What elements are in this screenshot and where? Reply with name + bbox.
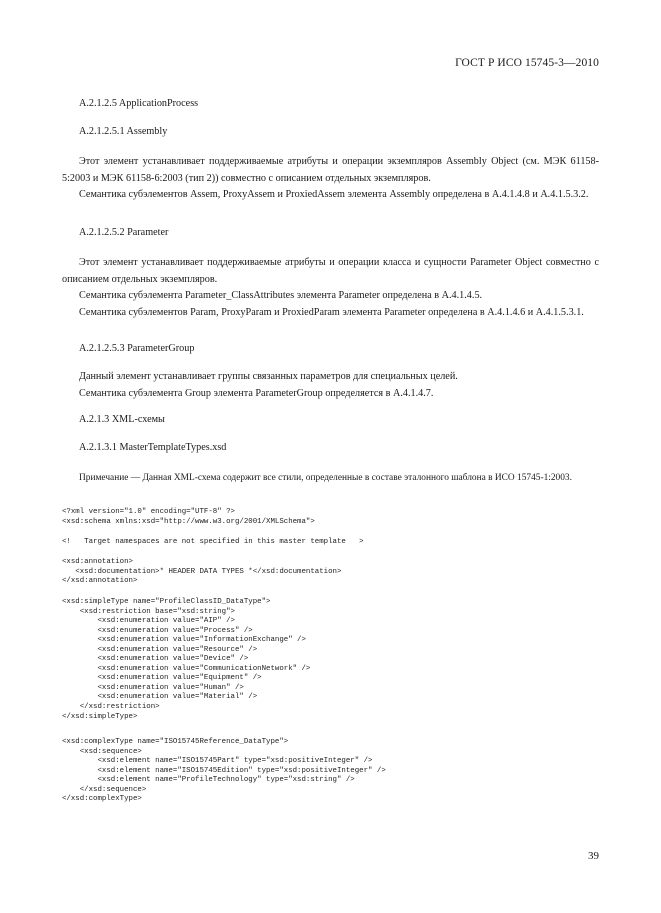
code-annotation: <xsd:annotation> <xsd:documentation>* HEADER DATA TYPES *</xsd:documentation> </xsd:annotation> [62, 558, 342, 586]
code-simple-type: <xsd:simpleType name="ProfileClassID_DataType"> <xsd:restriction base="xsd:string"> <xsd:enumeration value="AIP" /> <xsd:enumeration value="Process" /> <xsd:enumeration value="InformationExchange" /> <xsd:enumeration value="Resource" /> <xsd:enumeration value="Device" /> <xsd:enumeration value="CommunicationNetwork" /> <xsd:enumeration value="Equipment" /> <xsd:enumeration value="Human" /> <xsd:enumeration value="Material" /> </xsd:restriction> </xsd:simpleType> [62, 598, 311, 721]
section-heading-assembly: A.2.1.2.5.1 Assembly [79, 126, 168, 137]
section-heading-application-process: A.2.1.2.5 ApplicationProcess [79, 98, 199, 109]
section-heading-master-template-types: A.2.1.3.1 MasterTemplateTypes.xsd [79, 442, 227, 453]
code-complex-type: <xsd:complexType name="ISO15745Reference_DataType"> <xsd:sequence> <xsd:element name="ISO15745Part" type="xsd:positiveInteger" /> <xsd:element name="ISO15745Edition" type="xsd:positiveInteger" /> <xsd:element name="ProfileTechnology" type="xsd:string" /> </xsd:sequence> </xsd:complexType> [62, 738, 386, 804]
assembly-description [62, 154, 599, 204]
parameter-group-description [62, 369, 599, 402]
paragraph: Семантика субэлементов Assem, ProxyAssem и ProxiedAssem элемента Assembly определена в A.4.1.4.8 и A.4.1.5.3.2. [79, 189, 589, 200]
paragraph: Семантика субэлементов Param, ProxyParam и ProxiedParam элемента Parameter определена в A.4.1.4.6 и A.4.1.5.3.1. [79, 306, 584, 318]
paragraph: Семантика субэлемента Parameter_ClassAttributes элемента Parameter определена в A.4.1.4.5. [79, 290, 483, 301]
section-heading-parameter: A.2.1.2.5.2 Parameter [79, 227, 169, 238]
paragraph: Этот элемент устанавливает поддерживаемые атрибуты и операции экземпляров Assembly Object (см. МЭК 61158-5:2003 и МЭК 61158-6:2003 (тип 2)) совместно с описанием отдельных экземпляров. [62, 156, 599, 184]
section-heading-parameter-group: A.2.1.2.5.3 ParameterGroup [79, 343, 195, 354]
code-xml-declaration: <?xml version="1.0" encoding="UTF-8" ?> <xsd:schema xmlns:xsd="http://www.w3.org/2001/XMLSchema"> [62, 508, 315, 526]
paragraph: Семантика субэлемента Group элемента ParameterGroup определяется в A.4.1.4.7. [79, 387, 434, 399]
page-number: 39 [588, 850, 599, 862]
standard-header: ГОСТ Р ИСО 15745-3—2010 [455, 57, 599, 69]
paragraph: Этот элемент устанавливает поддерживаемые атрибуты и операции класса и сущности Parameter Object совместно с описанием отдельных экземпляров. [62, 257, 599, 285]
code-comment: <! Target namespaces are not specified in this master template > [62, 538, 364, 546]
paragraph: Данный элемент устанавливает группы связанных параметров для специальных целей. [79, 371, 458, 382]
note [62, 470, 599, 486]
parameter-description [62, 255, 599, 321]
section-heading-xml-schemas: A.2.1.3 XML-схемы [79, 414, 165, 425]
note-text: Примечание — Данная XML-схема содержит все стили, определенные в составе эталонного шаблона в ИСО 15745-1:2003. [79, 473, 572, 483]
